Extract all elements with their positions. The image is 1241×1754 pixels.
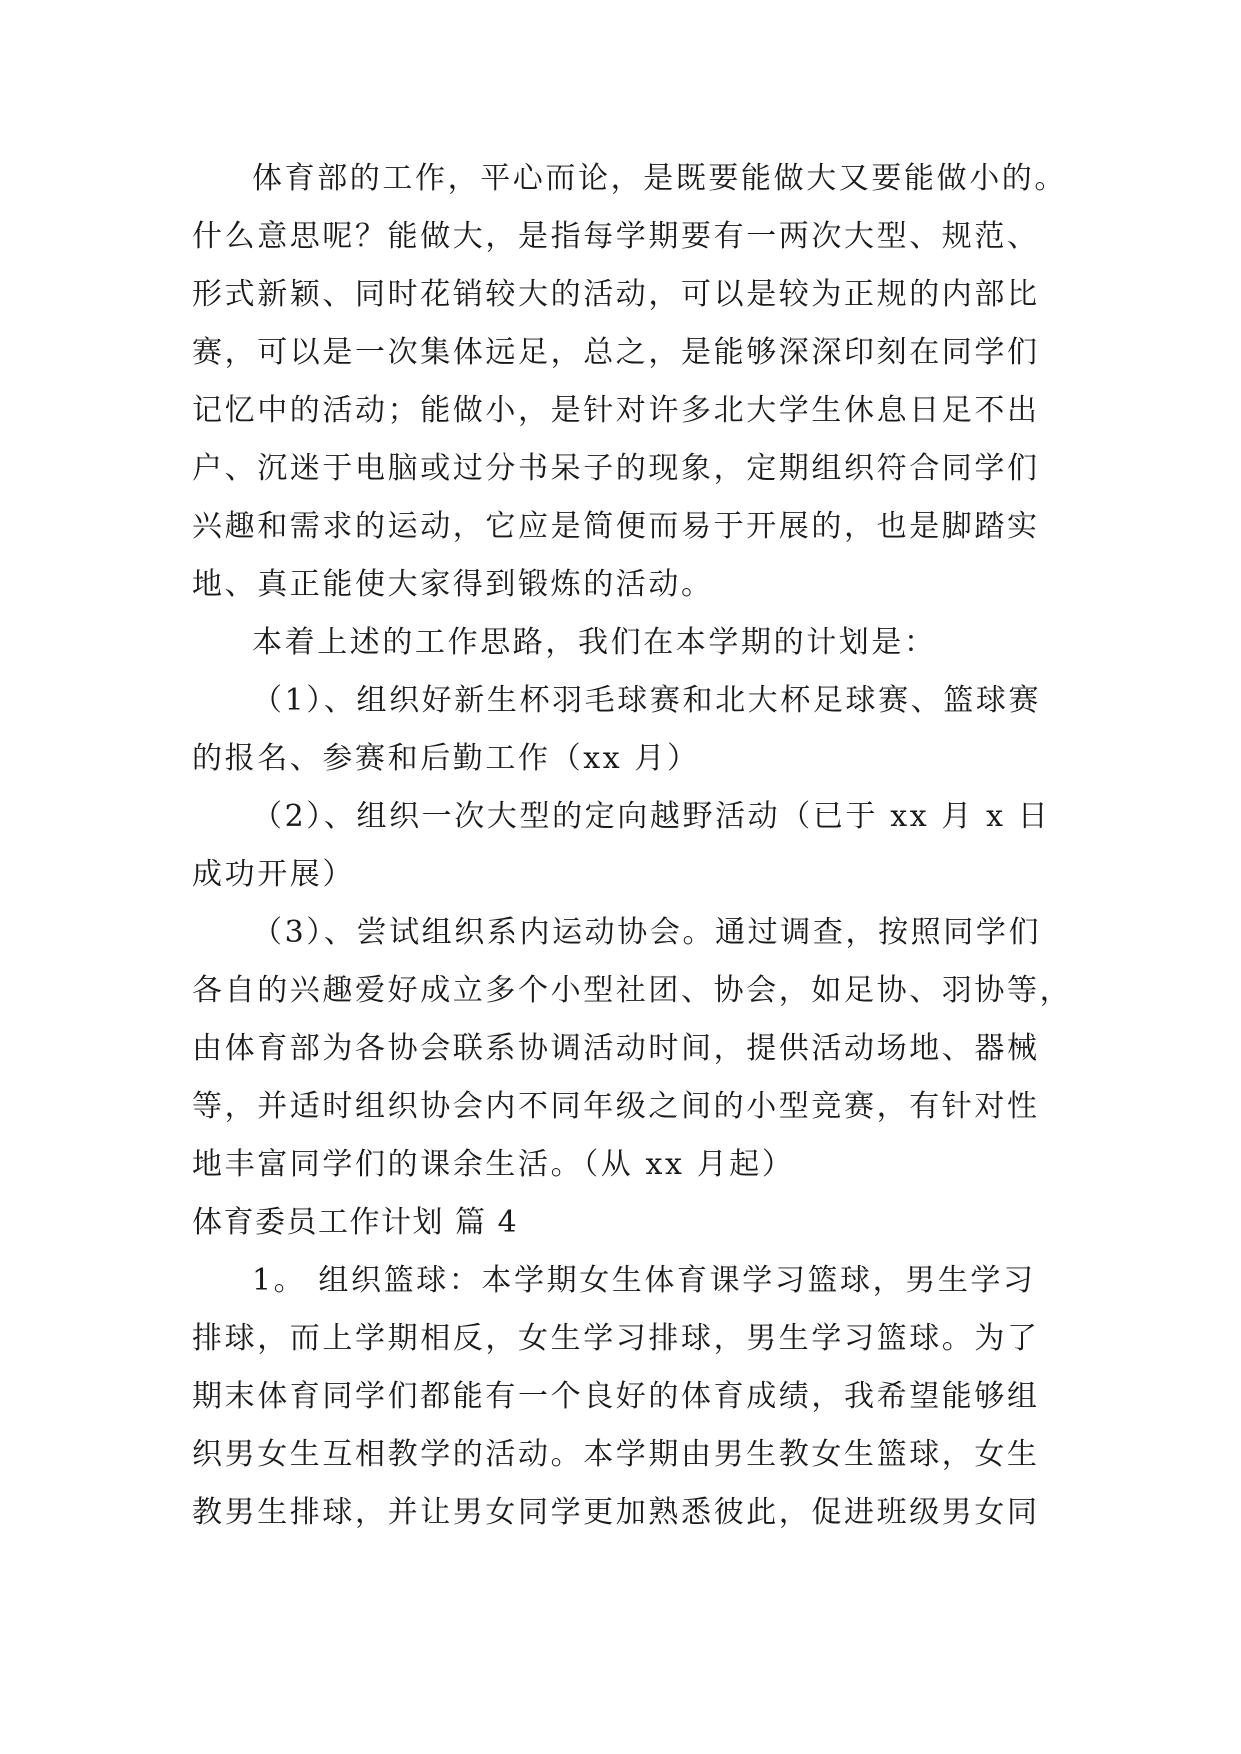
paragraph-line: 教男生排球，并让男女同学更加熟悉彼此，促进班级男女同 <box>192 1495 1040 1530</box>
list-item-line: （1）、组织好新生杯羽毛球赛和北大杯足球赛、篮球赛 <box>252 683 1042 718</box>
list-item-line: 等，并适时组织协会内不同年级之间的小型竞赛，有针对性 <box>192 1089 1040 1124</box>
paragraph-line: 记忆中的活动；能做小，是针对许多北大学生休息日足不出 <box>192 393 1040 428</box>
paragraph-line: 1。 组织篮球：本学期女生体育课学习篮球，男生学习 <box>252 1263 1036 1298</box>
paragraph-line: 兴趣和需求的运动，它应是简便而易于开展的，也是脚踏实 <box>192 509 1040 544</box>
document-body <box>192 150 1073 1542</box>
list-item-line: （3）、尝试组织系内运动协会。通过调查，按照同学们 <box>252 915 1042 950</box>
paragraph-line: 期末体育同学们都能有一个良好的体育成绩，我希望能够组 <box>192 1379 1040 1414</box>
list-item-line: 由体育部为各协会联系协调活动时间，提供活动场地、器械 <box>192 1031 1040 1066</box>
list-item-line: 的报名、参赛和后勤工作（xx 月） <box>192 741 700 776</box>
paragraph-line: 体育部的工作，平心而论，是既要能做大又要能做小的。 <box>252 161 1067 196</box>
section-heading: 体育委员工作计划 篇 4 <box>192 1205 519 1240</box>
paragraph-line: 户、沉迷于电脑或过分书呆子的现象，定期组织符合同学们 <box>192 451 1040 486</box>
list-item-line: （2）、组织一次大型的定向越野活动（已于 xx 月 x 日 <box>252 799 1051 834</box>
list-item-line: 各自的兴趣爱好成立多个小型社团、协会，如足协、羽协等， <box>192 973 1073 1008</box>
list-item-line: 成功开展） <box>192 857 355 892</box>
paragraph-line: 织男女生互相教学的活动。本学期由男生教女生篮球，女生 <box>192 1437 1040 1472</box>
list-item-line: 地丰富同学们的课余生活。（从 xx 月起） <box>192 1147 795 1182</box>
paragraph-line: 地、真正能使大家得到锻炼的活动。 <box>192 567 714 602</box>
paragraph-line: 什么意思呢？能做大，是指每学期要有一两次大型、规范、 <box>192 219 1040 254</box>
paragraph-line: 本着上述的工作思路，我们在本学期的计划是： <box>252 625 937 660</box>
paragraph-line: 形式新颖、同时花销较大的活动，可以是较为正规的内部比 <box>192 277 1040 312</box>
paragraph-line: 赛，可以是一次集体远足，总之，是能够深深印刻在同学们 <box>192 335 1040 370</box>
paragraph-line: 排球，而上学期相反，女生学习排球，男生学习篮球。为了 <box>192 1321 1040 1356</box>
